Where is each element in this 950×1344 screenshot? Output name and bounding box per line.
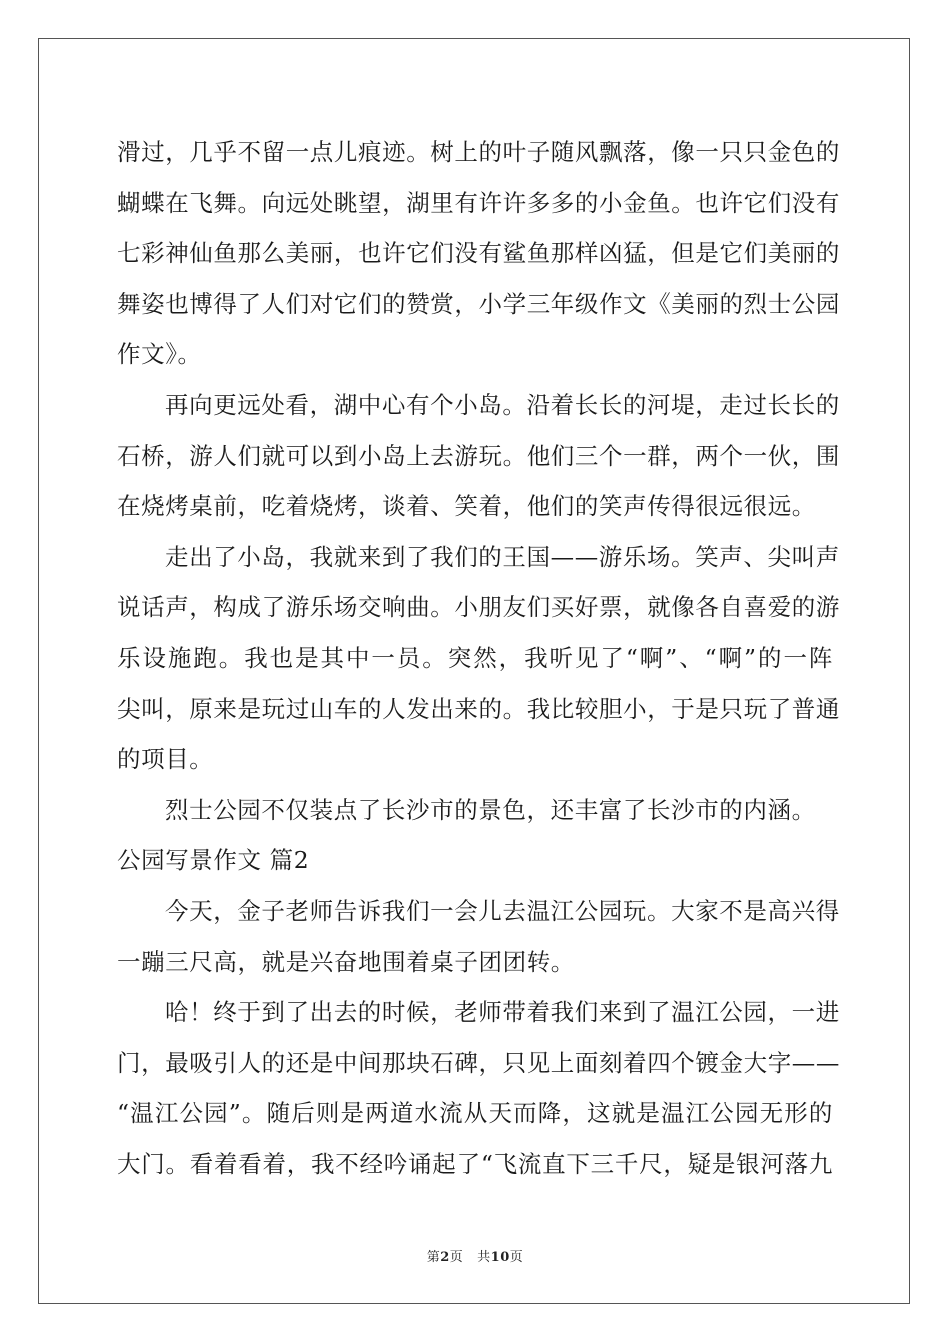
text-line: 作文》。	[117, 340, 202, 369]
text-line: 滑过，几乎不留一点儿痕迹。树上的叶子随风飘落，像一只只金色的	[117, 138, 840, 166]
total-page-count: 10	[490, 1250, 510, 1265]
text-line: 一蹦三尺高，就是兴奋地围着桌子团团转。	[117, 947, 575, 976]
text-line: 的项目。	[117, 745, 214, 774]
paragraph-start-line: 烈士公园不仅装点了长沙市的景色，还丰富了长沙市的内涵。	[165, 795, 816, 824]
footer-prefix: 第	[426, 1250, 441, 1265]
text-line: 蝴蝶在飞舞。向远处眺望，湖里有许许多多的小金鱼。也许它们没有	[117, 188, 840, 217]
footer-suffix: 页	[509, 1250, 524, 1265]
text-line: 在烧烤桌前，吃着烧烤，谈着、笑着，他们的笑声传得很远很远。	[117, 492, 816, 521]
text-line: 乐设施跑。我也是其中一员。突然，我听见了“啊”、“啊”的一阵	[117, 643, 833, 672]
current-page-number: 2	[440, 1250, 450, 1265]
text-line: 石桥，游人们就可以到小岛上去游玩。他们三个一群，两个一伙，围	[117, 441, 840, 470]
paragraph-start-line: 今天，金子老师告诉我们一会儿去温江公园玩。大家不是高兴得	[165, 896, 840, 925]
text-line: 大门。看着看着，我不经吟诵起了“飞流直下三千尺，疑是银河落九	[117, 1149, 833, 1178]
paragraph-start-line: 走出了小岛，我就来到了我们的王国——游乐场。笑声、尖叫声	[165, 542, 840, 571]
text-line: 舞姿也博得了人们对它们的赞赏，小学三年级作文《美丽的烈士公园	[117, 289, 840, 318]
paragraph-start-line: 再向更远处看，湖中心有个小岛。沿着长长的河堤，走过长长的	[165, 390, 840, 419]
paragraph-start-line: 哈！终于到了出去的时候，老师带着我们来到了温江公园，一进	[165, 998, 840, 1027]
page-footer	[0, 1246, 950, 1265]
footer-middle: 页 共	[449, 1250, 491, 1265]
text-line: 说话声，构成了游乐场交响曲。小朋友们买好票，就像各自喜爱的游	[117, 593, 840, 622]
text-line: 门，最吸引人的还是中间那块石碑，只见上面刻着四个镀金大字——	[117, 1048, 840, 1077]
text-line: 尖叫，原来是玩过山车的人发出来的。我比较胆小，于是只玩了普通	[117, 694, 840, 723]
document-body	[117, 127, 840, 1189]
text-line: 七彩神仙鱼那么美丽，也许它们没有鲨鱼那样凶猛，但是它们美丽的	[117, 239, 840, 268]
section-heading: 公园写景作文 篇2	[117, 846, 310, 875]
text-line: “温江公园”。随后则是两道水流从天而降，这就是温江公园无形的	[117, 1099, 833, 1128]
